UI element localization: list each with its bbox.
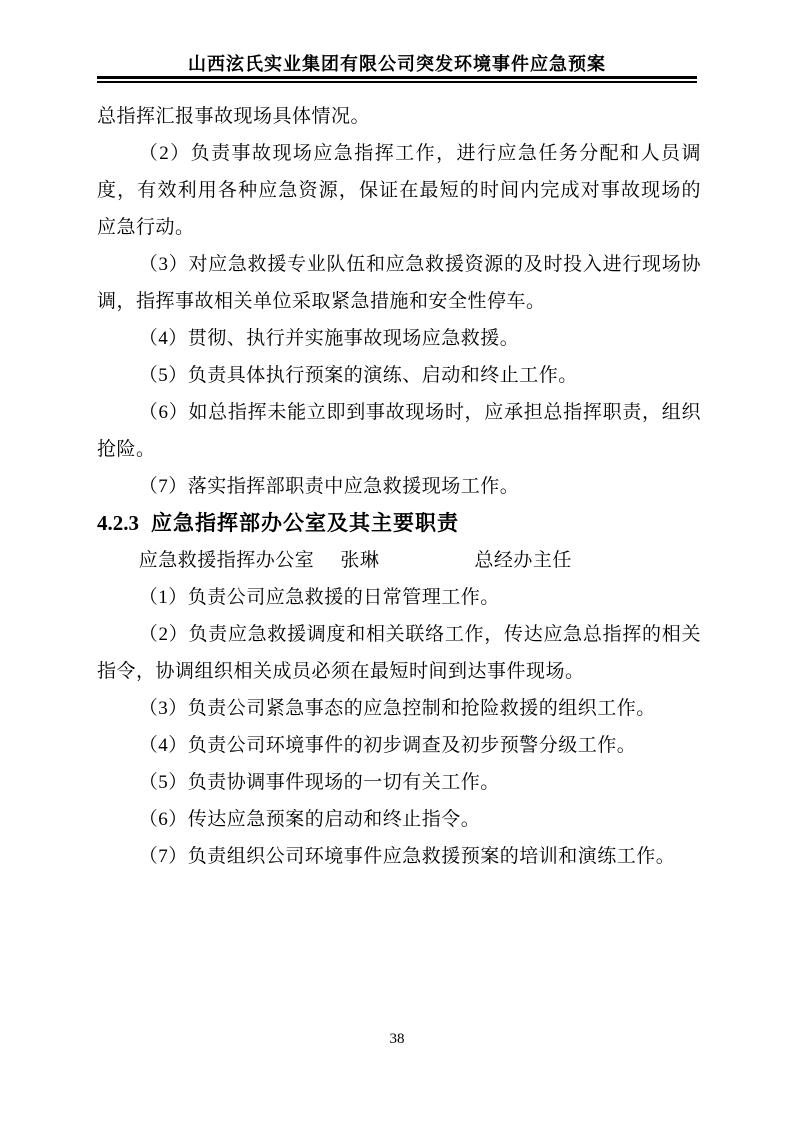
paragraph-continuation: 总指挥汇报事故现场具体情况。 <box>97 106 371 127</box>
duty-item-1: （1）负责公司应急救援的日常管理工作。 <box>138 587 500 608</box>
office-person-role: 总经办主任 <box>474 550 572 571</box>
duty-item-6: （6）传达应急预案的启动和终止指令。 <box>138 809 481 830</box>
paragraph-item-2: （2）负责事故现场应急指挥工作，进行应急任务分配和人员调度，有效利用各种应急资源，保证在最短的时间内完成对事故现场的应急行动。 <box>97 143 701 238</box>
duty-item-3: （3）负责公司紧急事态的应急控制和抢险救援的组织工作。 <box>138 698 656 719</box>
duty-item-4: （4）负责公司环境事件的初步调查及初步预警分级工作。 <box>138 735 637 756</box>
page-header-title: 山西泫氏实业集团有限公司突发环境事件应急预案 <box>188 54 606 74</box>
office-assignment-row <box>97 542 701 579</box>
duty-item-5: （5）负责协调事件现场的一切有关工作。 <box>138 772 500 793</box>
office-person-name: 张琳 <box>340 550 380 571</box>
section-heading-title: 应急指挥部办公室及其主要职责 <box>151 512 459 535</box>
section-heading-4-2-3 <box>97 505 701 542</box>
document-body <box>97 98 701 875</box>
paragraph-item-5: （5）负责具体执行预案的演练、启动和终止工作。 <box>138 365 578 386</box>
paragraph-item-6: （6）如总指挥未能立即到事故现场时，应承担总指挥职责，组织抢险。 <box>97 402 701 460</box>
duty-item-7: （7）负责组织公司环境事件应急救援预案的培训和演练工作。 <box>138 846 676 867</box>
duty-item-2: （2）负责应急救援调度和相关联络工作，传达应急总指挥的相关指令，协调组织相关成员必须在最短时间到达事件现场。 <box>97 624 701 682</box>
paragraph-item-4: （4）贯彻、执行并实施事故现场应急救援。 <box>138 328 520 349</box>
page-number: 38 <box>389 1031 405 1047</box>
header-divider-double-rule <box>97 76 697 83</box>
office-name: 应急救援指挥办公室 <box>138 550 315 571</box>
section-heading-number: 4.2.3 <box>97 511 139 535</box>
paragraph-item-3: （3）对应急救援专业队伍和应急救援资源的及时投入进行现场协调，指挥事故相关单位采取紧急措施和安全性停车。 <box>97 254 701 312</box>
paragraph-item-7: （7）落实指挥部职责中应急救援现场工作。 <box>138 476 520 497</box>
